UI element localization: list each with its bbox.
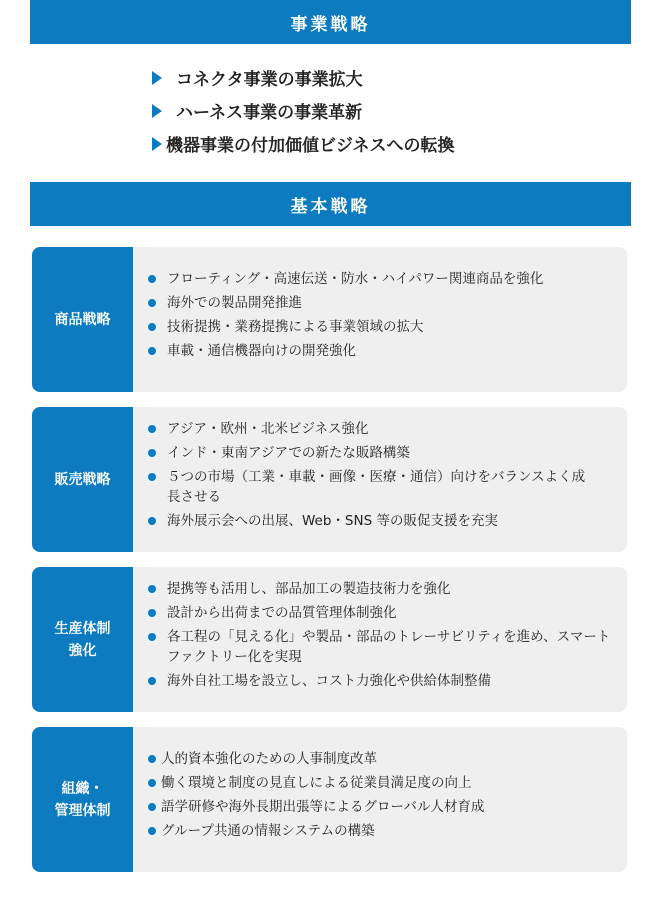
strategy-block-items xyxy=(148,419,617,535)
list-item xyxy=(148,317,617,337)
list-item-text: 提携等も活用し、部品加工の製造技術力を強化 xyxy=(167,581,451,597)
list-item xyxy=(148,443,617,463)
bullet-dot-icon xyxy=(148,275,156,283)
bullet-dot-icon xyxy=(148,755,156,763)
list-item-text: 海外展示会への出展、Web・SNS 等の販促支援を充実 xyxy=(167,513,498,529)
business-strategy-item xyxy=(152,127,592,160)
strategy-block-items xyxy=(148,579,617,695)
list-item-text: 語学研修や海外長期出張等によるグローバル人材育成 xyxy=(161,799,485,815)
business-strategy-title: 事業戦略 xyxy=(290,14,371,35)
list-item xyxy=(148,797,617,817)
list-item xyxy=(148,511,617,531)
strategy-block-items xyxy=(148,749,617,845)
list-item xyxy=(148,579,617,599)
triangle-right-icon xyxy=(152,71,162,85)
strategy-block-product xyxy=(32,247,627,392)
list-item-text: 人的資本強化のための人事制度改革 xyxy=(161,751,377,767)
bullet-dot-icon xyxy=(148,827,156,835)
business-strategy-item-text: コネクタ事業の事業拡大 xyxy=(176,70,363,90)
list-item-text: 海外での製品開発推進 xyxy=(167,295,302,311)
list-item-text: アジア・欧州・北米ビジネス強化 xyxy=(167,421,369,437)
business-strategy-item xyxy=(152,94,592,127)
basic-strategy-title: 基本戦略 xyxy=(290,196,371,217)
bullet-dot-icon xyxy=(148,779,156,787)
strategy-block-items xyxy=(148,269,617,365)
list-item-text: 海外自社工場を設立し、コスト力強化や供給体制整備 xyxy=(167,673,491,689)
bullet-dot-icon xyxy=(148,347,156,355)
triangle-right-icon xyxy=(152,104,162,118)
bullet-dot-icon xyxy=(148,609,156,617)
strategy-block-label: 商品戦略 xyxy=(32,247,133,392)
list-item xyxy=(148,603,617,623)
bullet-dot-icon xyxy=(148,517,156,525)
bullet-dot-icon xyxy=(148,449,156,457)
list-item-text: 車載・通信機器向けの開発強化 xyxy=(167,343,356,359)
list-item xyxy=(148,467,617,507)
bullet-dot-icon xyxy=(148,803,156,811)
list-item xyxy=(148,341,617,361)
strategy-block-sales xyxy=(32,407,627,552)
list-item-text: インド・東南アジアでの新たな販路構築 xyxy=(167,445,410,461)
strategy-block-label: 組織・ 管理体制 xyxy=(32,727,133,872)
strategy-block-label: 販売戦略 xyxy=(32,407,133,552)
bullet-dot-icon xyxy=(148,425,156,433)
list-item-text: ５つの市場（工業・車載・画像・医療・通信）向けをバランスよく成長させる xyxy=(167,469,586,505)
business-strategy-list xyxy=(152,61,592,160)
list-item xyxy=(148,821,617,841)
list-item-text: 働く環境と制度の見直しによる従業員満足度の向上 xyxy=(161,775,472,791)
list-item-text: 技術提携・業務提携による事業領域の拡大 xyxy=(167,319,424,335)
bullet-dot-icon xyxy=(148,323,156,331)
list-item-text: 各工程の「見える化」や製品・部品のトレーサビリティを進め、スマートファクトリー化を実現 xyxy=(167,629,611,665)
bullet-dot-icon xyxy=(148,299,156,307)
business-strategy-item xyxy=(152,61,592,94)
list-item xyxy=(148,773,617,793)
bullet-dot-icon xyxy=(148,677,156,685)
list-item-text: グループ共通の情報システムの構築 xyxy=(161,823,375,839)
strategy-block-organization xyxy=(32,727,627,872)
bullet-dot-icon xyxy=(148,585,156,593)
triangle-right-icon xyxy=(152,137,162,151)
list-item xyxy=(148,419,617,439)
list-item xyxy=(148,627,617,667)
basic-strategy-header xyxy=(30,182,631,226)
business-strategy-header xyxy=(30,0,631,44)
strategy-block-label: 生産体制 強化 xyxy=(32,567,133,712)
bullet-dot-icon xyxy=(148,633,156,641)
list-item xyxy=(148,749,617,769)
list-item xyxy=(148,671,617,691)
business-strategy-item-text: ハーネス事業の事業革新 xyxy=(176,103,363,123)
list-item xyxy=(148,269,617,289)
bullet-dot-icon xyxy=(148,473,156,481)
list-item-text: 設計から出荷までの品質管理体制強化 xyxy=(167,605,397,621)
list-item xyxy=(148,293,617,313)
list-item-text: フローティング・高速伝送・防水・ハイパワー関連商品を強化 xyxy=(167,271,544,287)
strategy-block-production xyxy=(32,567,627,712)
business-strategy-item-text: 機器事業の付加価値ビジネスへの転換 xyxy=(166,136,455,156)
